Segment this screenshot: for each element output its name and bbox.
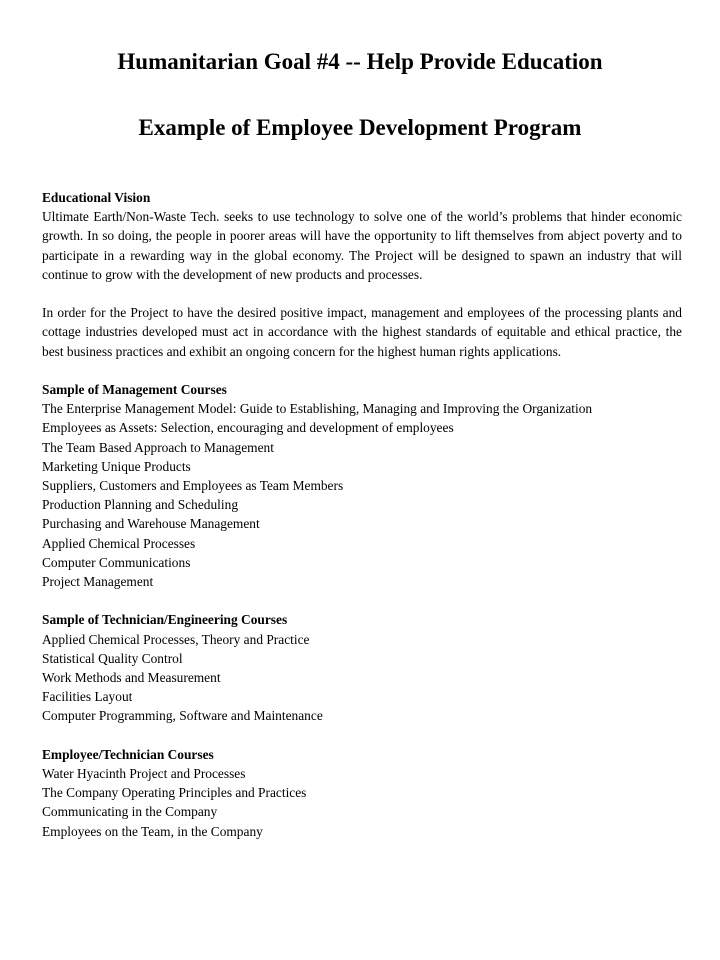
course-item: Marketing Unique Products (42, 458, 191, 474)
page-subtitle: Example of Employee Development Program (138, 115, 582, 140)
course-item: Computer Communications (42, 554, 191, 570)
impact-paragraph: In order for the Project to have the desired positive impact, management and employees of the processing plants and cottage industries developed must act in accordance with the highest standards of equitable and ethical practice, the best business practices and exhibit an ongoing concern for the highest human rights applications. (42, 305, 682, 359)
educational-vision-heading: Educational Vision (42, 190, 151, 205)
technician-course-list (42, 630, 682, 726)
course-item: Suppliers, Customers and Employees as Team Members (42, 478, 344, 494)
vision-paragraph: Ultimate Earth/Non-Waste Tech. seeks to use technology to solve one of the world’s problems that hinder economic growth. In so doing, the people in poorer areas will have the opportunity to lift themselves from abject poverty and to participate in a rewarding way in the global economy. The Project will be designed to spawn an industry that will continue to grow with the development of new products and processes. (42, 209, 682, 282)
document-body (42, 188, 682, 841)
course-item: Applied Chemical Processes, Theory and Practice (42, 631, 310, 647)
course-item: Project Management (42, 574, 154, 590)
course-item: Employees as Assets: Selection, encouraging and development of employees (42, 420, 454, 436)
technician-courses-section (42, 610, 682, 725)
page-title: Humanitarian Goal #4 -- Help Provide Education (117, 49, 603, 74)
employee-courses-heading: Employee/Technician Courses (42, 746, 214, 762)
employee-course-list (42, 764, 682, 841)
course-item: Communicating in the Company (42, 804, 218, 820)
management-course-list (42, 399, 682, 591)
course-item: Applied Chemical Processes (42, 535, 196, 551)
impact-section (42, 303, 682, 361)
course-item: Purchasing and Warehouse Management (42, 516, 260, 532)
course-item: The Team Based Approach to Management (42, 439, 274, 455)
course-item: Production Planning and Scheduling (42, 497, 239, 513)
employee-courses-section (42, 745, 682, 841)
course-item: The Enterprise Management Model: Guide to Establishing, Managing and Improving the Organization (42, 401, 593, 417)
course-item: Statistical Quality Control (42, 650, 183, 666)
technician-courses-heading: Sample of Technician/Engineering Courses (42, 612, 288, 628)
course-item: The Company Operating Principles and Practices (42, 785, 307, 801)
course-item: Computer Programming, Software and Maintenance (42, 708, 323, 724)
course-item: Employees on the Team, in the Company (42, 823, 263, 839)
course-item: Water Hyacinth Project and Processes (42, 766, 246, 782)
management-courses-section (42, 380, 682, 591)
course-item: Work Methods and Measurement (42, 670, 221, 686)
course-item: Facilities Layout (42, 689, 133, 705)
management-courses-heading: Sample of Management Courses (42, 382, 227, 397)
educational-vision-section (42, 188, 682, 284)
